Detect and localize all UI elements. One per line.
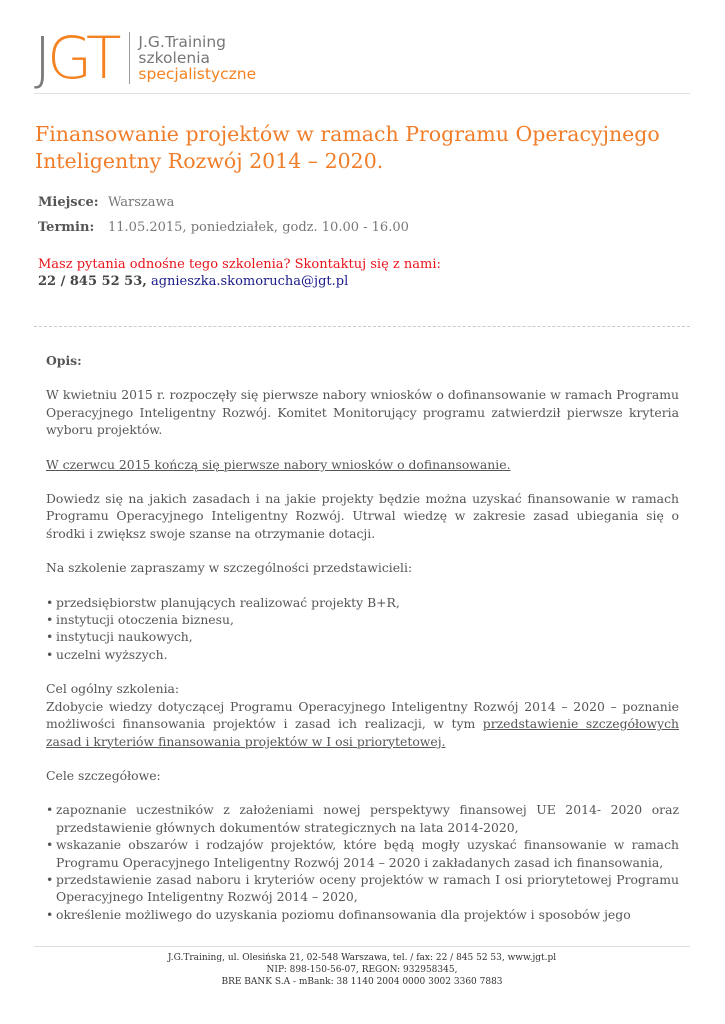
specific-goals-list	[46, 801, 679, 923]
footer-divider	[34, 946, 690, 947]
audience-item: • instytucji naukowych,	[46, 628, 679, 645]
logo-separator	[129, 32, 130, 84]
meta-place	[38, 194, 174, 212]
place-label: Miejsce:	[38, 195, 99, 210]
logo-tagline-1: szkolenia	[138, 49, 211, 67]
general-goal-text: Zdobycie wiedzy dotyczącej Programu Operacyjnego Inteligentny Rozwój 2014 – 2020 – poznanie możliwości finansowania projektów i zasad ich realizacji, w tym	[46, 698, 679, 732]
logo-text	[138, 34, 256, 82]
description-paragraph-1: W kwietniu 2015 r. rozpoczęły się pierwsze nabory wniosków o dofinansowanie w ramach Programu Operacyjnego Inteligentny Rozwój. Komitet Monitorujący programu zatwierdził pierwsze kryteria wyboru projektów.	[46, 387, 679, 438]
specific-goal-item: • przedstawienie zasad naboru i kryteriów oceny projektów w ramach I osi priorytetowej Programu Operacyjnego Inteligentny Rozwój 2014 – 2020,	[46, 871, 679, 906]
document-title: Finansowanie projektów w ramach Programu Operacyjnego Inteligentny Rozwój 2014 – 2020.	[35, 122, 660, 173]
header-divider	[34, 93, 690, 94]
logo-mark	[34, 24, 118, 92]
audience-intro: Na szkolenie zapraszamy w szczególności przedstawicieli:	[46, 560, 413, 576]
audience-list	[46, 594, 679, 664]
company-logo	[34, 24, 257, 92]
contact-details	[38, 273, 348, 291]
audience-item: • przedsiębiorstw planujących realizować projekty B+R,	[46, 594, 679, 611]
audience-item: • uczelni wyższych.	[46, 646, 679, 663]
footer-bank-account: BRE BANK S.A - mBank: 38 1140 2004 0000 3002 3360 7883	[221, 977, 503, 987]
meta-date	[38, 219, 409, 237]
section-divider	[34, 326, 690, 327]
logo-letter-j: J	[34, 24, 48, 92]
contact-email-link[interactable]: agnieszka.skomorucha@jgt.pl	[150, 274, 349, 289]
specific-goals-label: Cele szczegółowe:	[46, 767, 161, 783]
page-footer	[34, 952, 690, 988]
date-label: Termin:	[38, 220, 95, 235]
specific-goal-item: • zapoznanie uczestników z założeniami nowej perspektywy finansowej UE 2014- 2020 oraz przedstawienie głównych dokumentów strategicznych na lata 2014-2020,	[46, 801, 679, 836]
description-heading: Opis:	[46, 353, 82, 368]
general-goal-label: Cel ogólny szkolenia:	[46, 681, 180, 697]
contact-phone: 22 / 845 52 53,	[38, 274, 147, 289]
logo-tagline-2: specjalistyczne	[138, 65, 257, 83]
description-paragraph-2: W czerwcu 2015 kończą się pierwsze nabory wniosków o dofinansowanie.	[46, 456, 511, 472]
description-paragraph-3: Dowiedz się na jakich zasadach i na jakie projekty będzie można uzyskać finansowanie w ramach Programu Operacyjnego Inteligentny Rozwój. Utrwal wiedzę w zakresie zasad ubiegania się o środki i zwiększ swoje szanse na otrzymanie dotacji.	[46, 491, 679, 541]
place-value: Warszawa	[108, 195, 175, 210]
logo-letters-gt: GT	[47, 24, 118, 92]
footer-address: J.G.Training, ul. Olesińska 21, 02-548 Warszawa, tel. / fax: 22 / 845 52 53, www.jgt.pl	[167, 953, 557, 963]
footer-tax-ids: NIP: 898-150-56-07, REGON: 932958345,	[266, 965, 458, 975]
audience-item: • instytucji otoczenia biznesu,	[46, 611, 679, 628]
specific-goal-item: • określenie możliwego do uzyskania poziomu dofinansowania dla projektów i sposobów jego	[46, 906, 679, 923]
logo-company-name: J.G.Training	[138, 33, 227, 51]
contact-question: Masz pytania odnośne tego szkolenia? Skontaktuj się z nami:	[38, 257, 441, 272]
general-goal-underlined: przedstawienie szczegółowych zasad i kryteriów finansowania projektów w I osi priorytetowej.	[46, 716, 679, 749]
general-goal-paragraph	[46, 698, 679, 750]
description-section	[46, 352, 679, 940]
date-value: 11.05.2015, poniedziałek, godz. 10.00 - 16.00	[108, 220, 409, 235]
specific-goal-item: • wskazanie obszarów i rodzajów projektów, które będą mogły uzyskać finansowanie w ramach Programu Operacyjnego Inteligentny Rozwój 2014 – 2020 i zakładanych zasad ich finansowania,	[46, 836, 679, 871]
